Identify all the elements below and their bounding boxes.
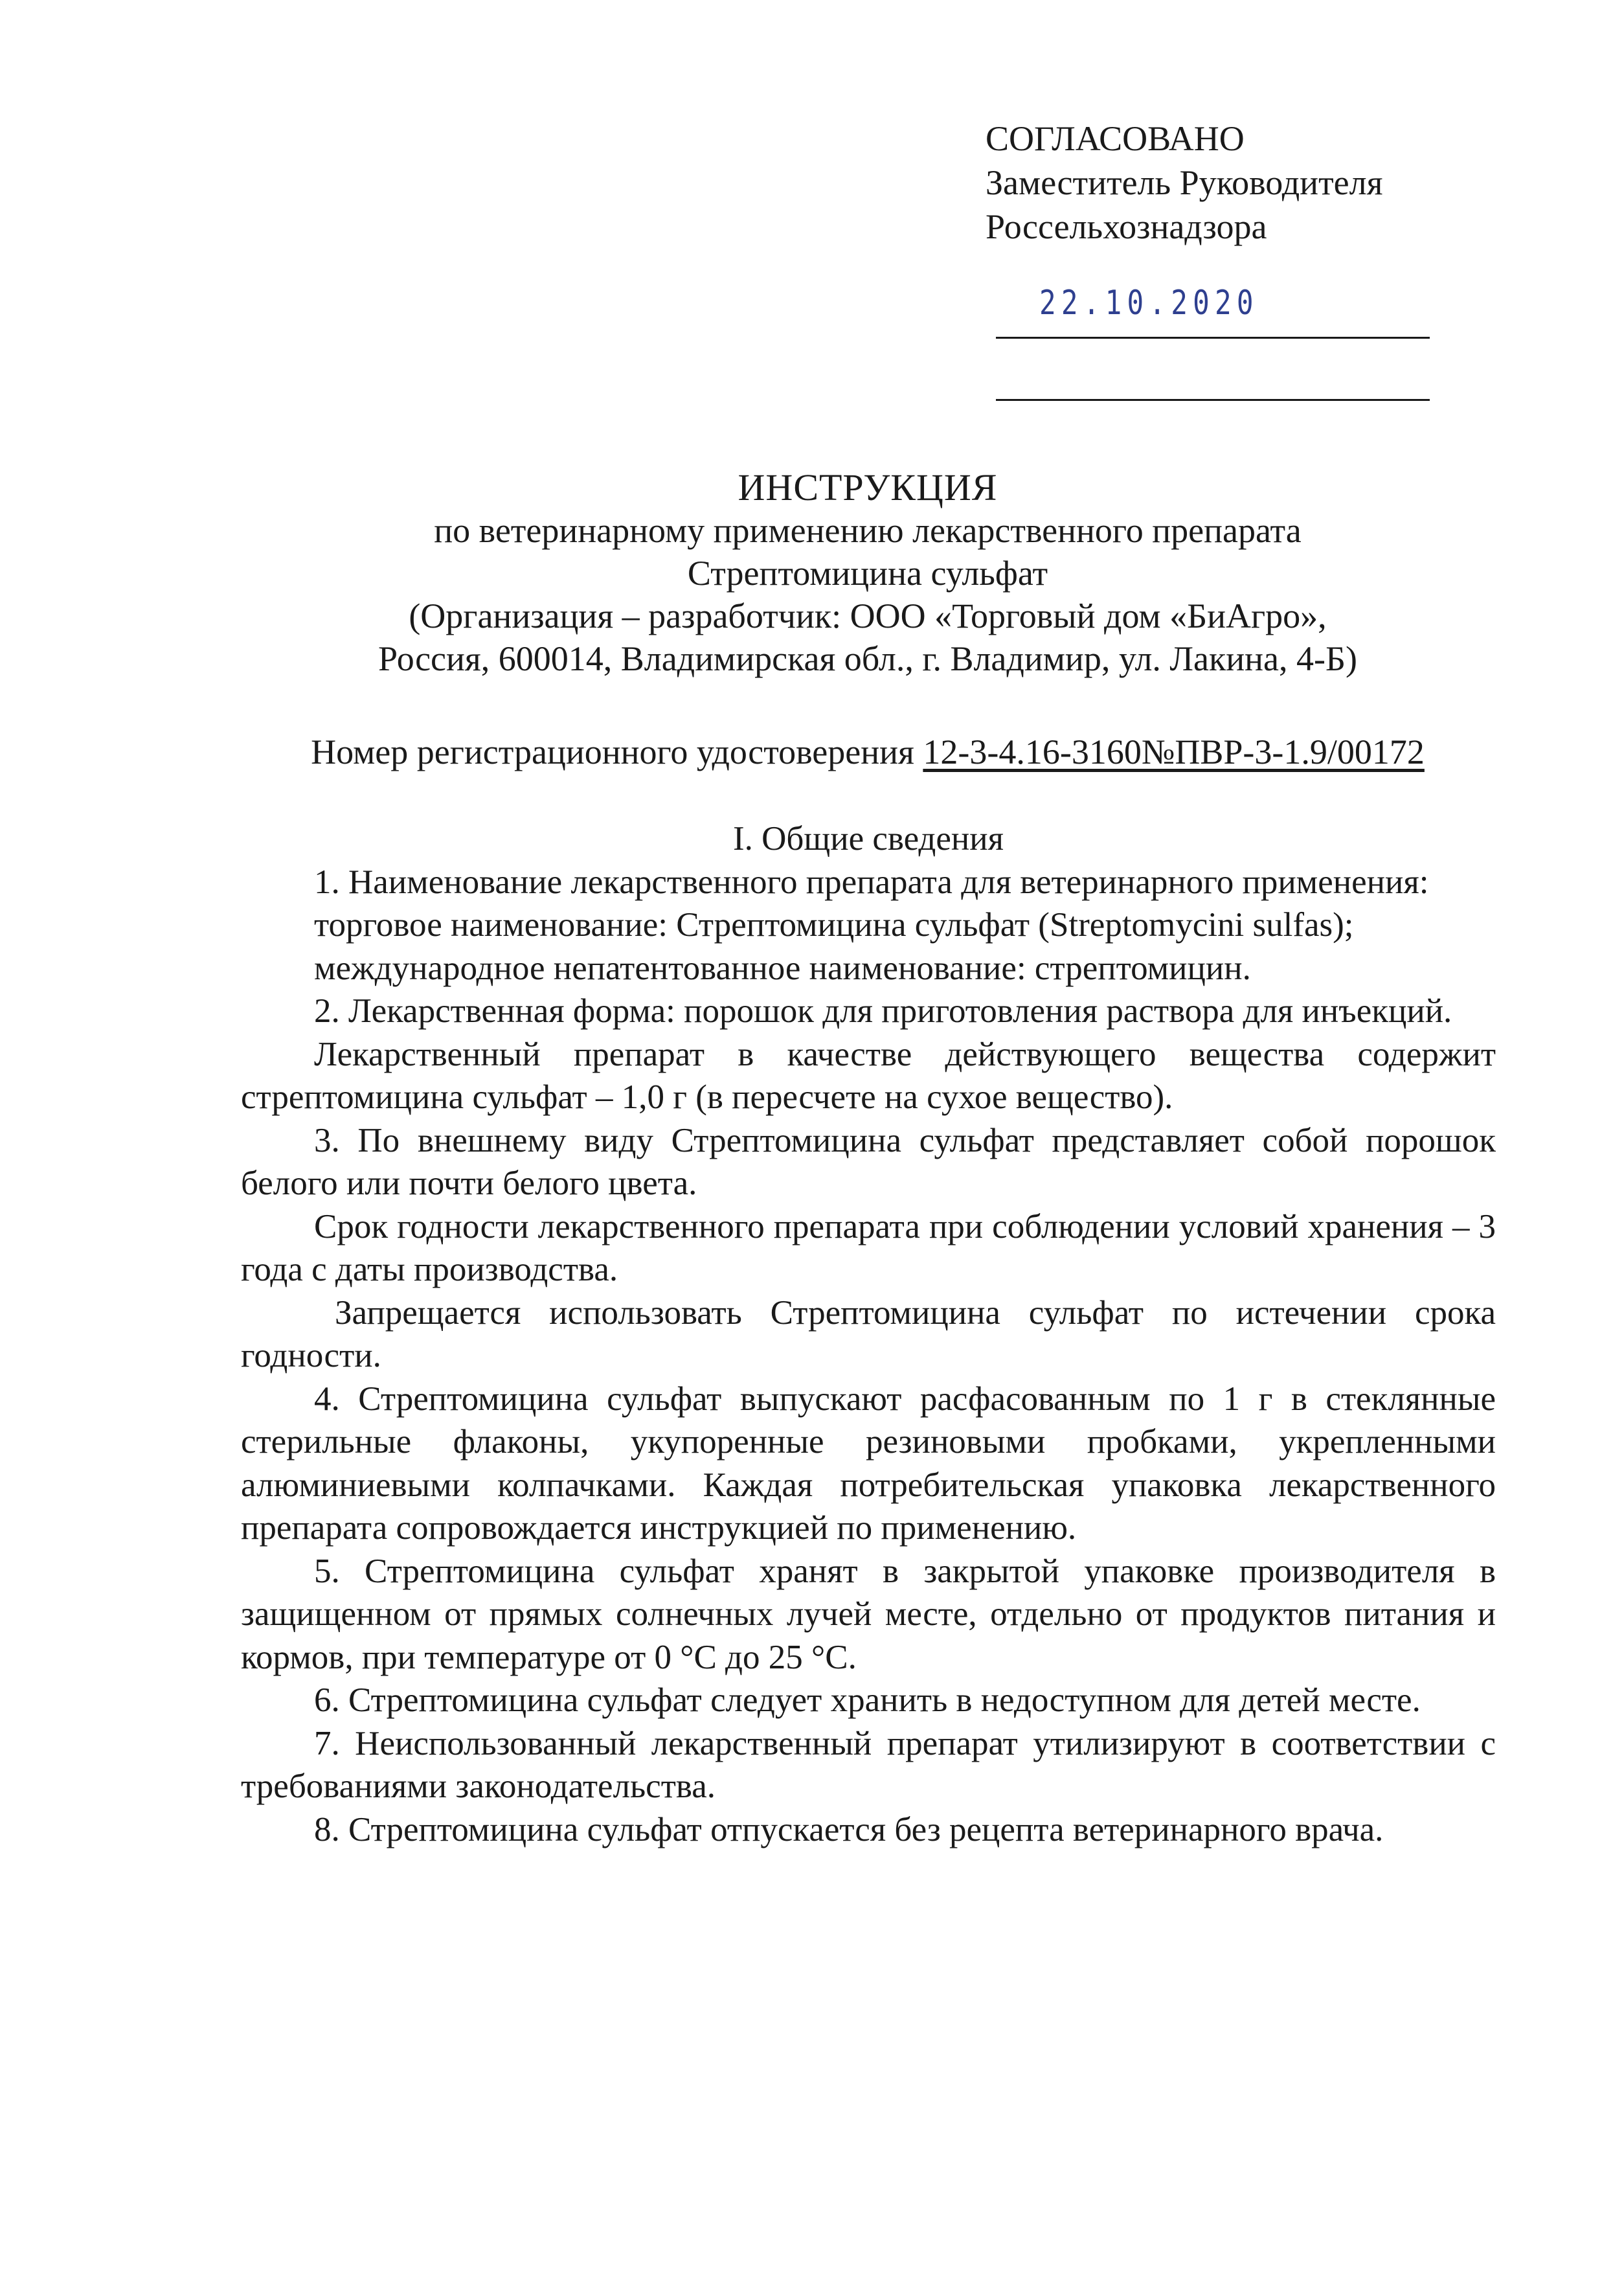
document-subtitle: по ветеринарному применению лекарственного препарата <box>434 511 1302 550</box>
approval-agency: Россельхознадзора <box>986 207 1267 246</box>
section-title: I. Общие сведения <box>733 820 1004 858</box>
paragraph: Лекарственный препарат в качестве действующего вещества содержит стрептомицина сульфат – 1,0 г (в пересчете на сухое вещество). <box>241 1035 1496 1116</box>
registration-number: 12-3-4.16-3160№ПВР-3-1.9/00172 <box>923 733 1425 771</box>
registration-label: Номер регистрационного удостоверения <box>311 733 923 771</box>
developer-organization: (Организация – разработчик: ООО «Торговый дом «БиАгро», <box>409 597 1327 635</box>
paragraph: торговое наименование: Стрептомицина сульфат (Streptomycini sulfas); <box>314 906 1354 944</box>
paragraph: 5. Стрептомицина сульфат хранят в закрытой упаковке производителя в защищенном от прямых солнечных лучей месте, отдельно от продуктов питания и кормов, при температуре от 0 °С до 25 °С. <box>241 1552 1496 1676</box>
paragraph: международное непатентованное наименование: стрептомицин. <box>314 949 1251 987</box>
paragraph: 1. Наименование лекарственного препарата для ветеринарного применения: <box>314 863 1429 901</box>
approval-position: Заместитель Руководителя <box>986 163 1383 202</box>
drug-name: Стрептомицина сульфат <box>687 554 1048 593</box>
signature-line <box>996 399 1430 401</box>
document-heading: ИНСТРУКЦИЯ <box>738 466 998 508</box>
paragraph: Запрещается использовать Стрептомицина сульфат по истечении срока годности. <box>241 1293 1496 1374</box>
registration-line <box>162 731 1573 773</box>
paragraph: 7. Неиспользованный лекарственный препарат утилизируют в соответствии с требованиями законодательства. <box>241 1724 1496 1805</box>
approval-date-stamp: 22.10.2020 <box>1039 284 1259 323</box>
paragraph: 2. Лекарственная форма: порошок для приготовления раствора для инъекций. <box>314 992 1452 1030</box>
paragraph: 8. Стрептомицина сульфат отпускается без рецепта ветеринарного врача. <box>314 1810 1384 1848</box>
paragraph: 3. По внешнему виду Стрептомицина сульфат представляет собой порошок белого или почти белого цвета. <box>241 1121 1496 1202</box>
developer-address: Россия, 600014, Владимирская обл., г. Владимир, ул. Лакина, 4-Б) <box>378 639 1357 678</box>
approval-block <box>986 117 1439 249</box>
document-title-block <box>162 466 1573 680</box>
section-general-info <box>241 817 1496 1851</box>
paragraph: 4. Стрептомицина сульфат выпускают расфасованным по 1 г в стеклянные стерильные флаконы, укупоренные резиновыми пробками, укрепленными алюминиевыми колпачками. Каждая потребительская упаковка лекарственного препарата сопровождается инструкцией по применению. <box>241 1380 1496 1547</box>
paragraph: Срок годности лекарственного препарата при соблюдении условий хранения – 3 года с даты производства. <box>241 1207 1496 1288</box>
paragraph: 6. Стрептомицина сульфат следует хранить в недоступном для детей месте. <box>314 1681 1421 1719</box>
date-underline <box>996 337 1430 339</box>
approval-heading: СОГЛАСОВАНО <box>986 119 1245 158</box>
